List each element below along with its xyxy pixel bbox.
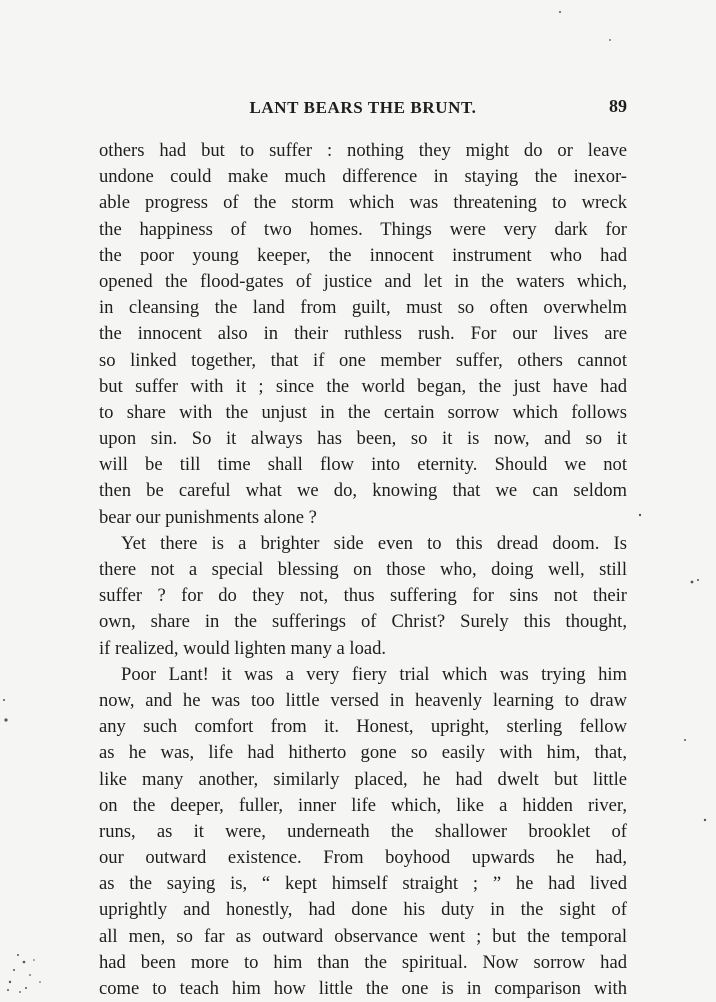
- text-line: runs, as it were, underneath the shallower brooklet of: [99, 820, 627, 842]
- text-line: had been more to him than the spiritual. Now sorrow had: [99, 951, 627, 973]
- text-line: the poor young keeper, the innocent instrument who had: [99, 244, 627, 266]
- text-line: the happiness of two homes. Things were very dark for: [99, 218, 627, 240]
- text-line: others had but to suffer : nothing they might do or leave: [99, 140, 627, 161]
- text-line: like many another, similarly placed, he had dwelt but little: [99, 768, 627, 790]
- text-line: suffer ? for do they not, thus suffering for sins not their: [99, 585, 627, 607]
- text-line: undone could make much difference in staying the inexor-: [99, 166, 627, 188]
- text-line: all men, so far as outward observance went ; but the temporal: [99, 925, 627, 947]
- running-head: [99, 96, 627, 122]
- text-line: there not a special blessing on those who, doing well, still: [99, 559, 627, 580]
- text-line: able progress of the storm which was threatening to wreck: [99, 192, 627, 214]
- text-line: but suffer with it ; since the world began, the just have had: [99, 375, 627, 397]
- text-line: then be careful what we do, knowing that we can seldom: [99, 480, 627, 502]
- text-line: uprightly and honestly, had done his duty in the sight of: [99, 899, 627, 921]
- text-line: come to teach him how little the one is in comparison with: [99, 978, 627, 999]
- text-line: so linked together, that if one member suffer, others cannot: [99, 349, 627, 371]
- text-line: any such comfort from it. Honest, upright, sterling fellow: [99, 716, 627, 738]
- text-line: Yet there is a brighter side even to this dread doom. Is: [121, 532, 627, 554]
- text-line: upon sin. So it always has been, so it is now, and so it: [99, 428, 627, 450]
- running-title: LANT BEARS THE BRUNT.: [249, 98, 477, 117]
- text-line: to share with the unjust in the certain sorrow which follows: [99, 401, 627, 423]
- text-line: Poor Lant! it was a very fiery trial which was trying him: [121, 663, 627, 685]
- text-line: as he was, life had hitherto gone so easily with him, that,: [99, 742, 627, 764]
- text-line: now, and he was too little versed in heavenly learning to draw: [99, 689, 627, 711]
- text-line: as the saying is, “ kept himself straight ; ” he had lived: [99, 873, 627, 895]
- text-line: our outward existence. From boyhood upwards he had,: [99, 847, 627, 869]
- text-line: in cleansing the land from guilt, must so often overwhelm: [99, 297, 627, 319]
- body-text: [99, 138, 627, 1002]
- text-line: on the deeper, fuller, inner life which, like a hidden river,: [99, 794, 627, 816]
- text-line: own, share in the sufferings of Christ? Surely this thought,: [99, 611, 627, 633]
- page-number: 89: [609, 96, 627, 116]
- text-line: the innocent also in their ruthless rush. For our lives are: [99, 323, 627, 345]
- text-line: if realized, would lighten many a load.: [99, 637, 387, 659]
- text-line: opened the flood-gates of justice and let in the waters which,: [99, 270, 627, 292]
- text-line: will be till time shall flow into eternity. Should we not: [99, 454, 627, 476]
- text-line: bear our punishments alone ?: [99, 506, 317, 528]
